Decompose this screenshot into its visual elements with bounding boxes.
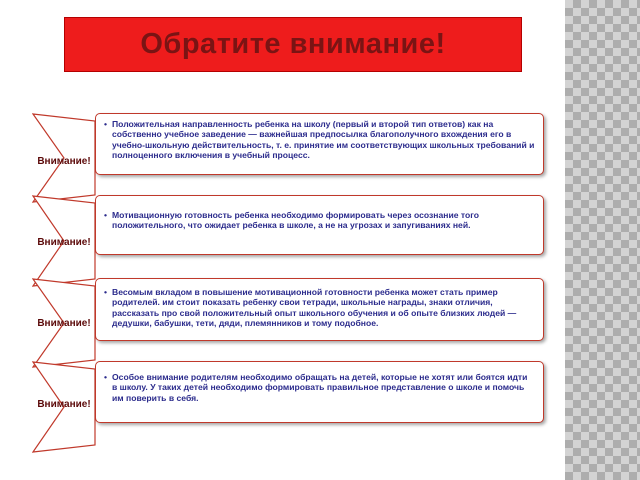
text-box xyxy=(95,361,544,423)
item-text: • Особое внимание родителям необходимо обращать на детей, которые не хотят или боятся идти в школу. У таких детей необходимо формировать правильное представление о школе и помочь им поверить в себя. xyxy=(112,372,535,403)
list-item xyxy=(32,278,544,368)
text-box xyxy=(95,195,544,255)
chevron-label: Внимание! xyxy=(37,318,91,329)
list-item xyxy=(32,361,544,453)
title-banner xyxy=(64,17,522,72)
text-box xyxy=(95,113,544,175)
text-box xyxy=(95,278,544,341)
decorative-side-panel xyxy=(565,0,640,480)
page-title: Обратите внимание! xyxy=(140,28,446,60)
list-item xyxy=(32,195,544,287)
item-text: • Положительная направленность ребенка на школу (первый и второй тип ответов) как на собственно учебное заведение — важнейшая предпосылка благополучного вхождения его в учебно-школьную действительность, т. е. принятие им соответствующих школьных требований и полноценного включения в учебный процесс. xyxy=(112,119,535,161)
chevron-label: Внимание! xyxy=(37,156,91,167)
item-text: • Мотивационную готовность ребенка необходимо формировать через осознание того положительного, что ожидает ребенка в школе, а не на угрозах и запугиваниях ней. xyxy=(112,210,535,231)
item-text: • Весомым вкладом в повышение мотивационной готовности ребенка может стать пример родителей. им стоит показать ребенку свои тетради, школьные награды, знаки отличия, рассказать про свой положительный опыт школьного обучения и об опыте близких людей — дедушки, бабушки, тети, дяди, племянников и тому подобное. xyxy=(112,287,535,329)
list-item xyxy=(32,113,544,203)
chevron-label: Внимание! xyxy=(37,399,91,410)
chevron-label: Внимание! xyxy=(37,237,91,248)
